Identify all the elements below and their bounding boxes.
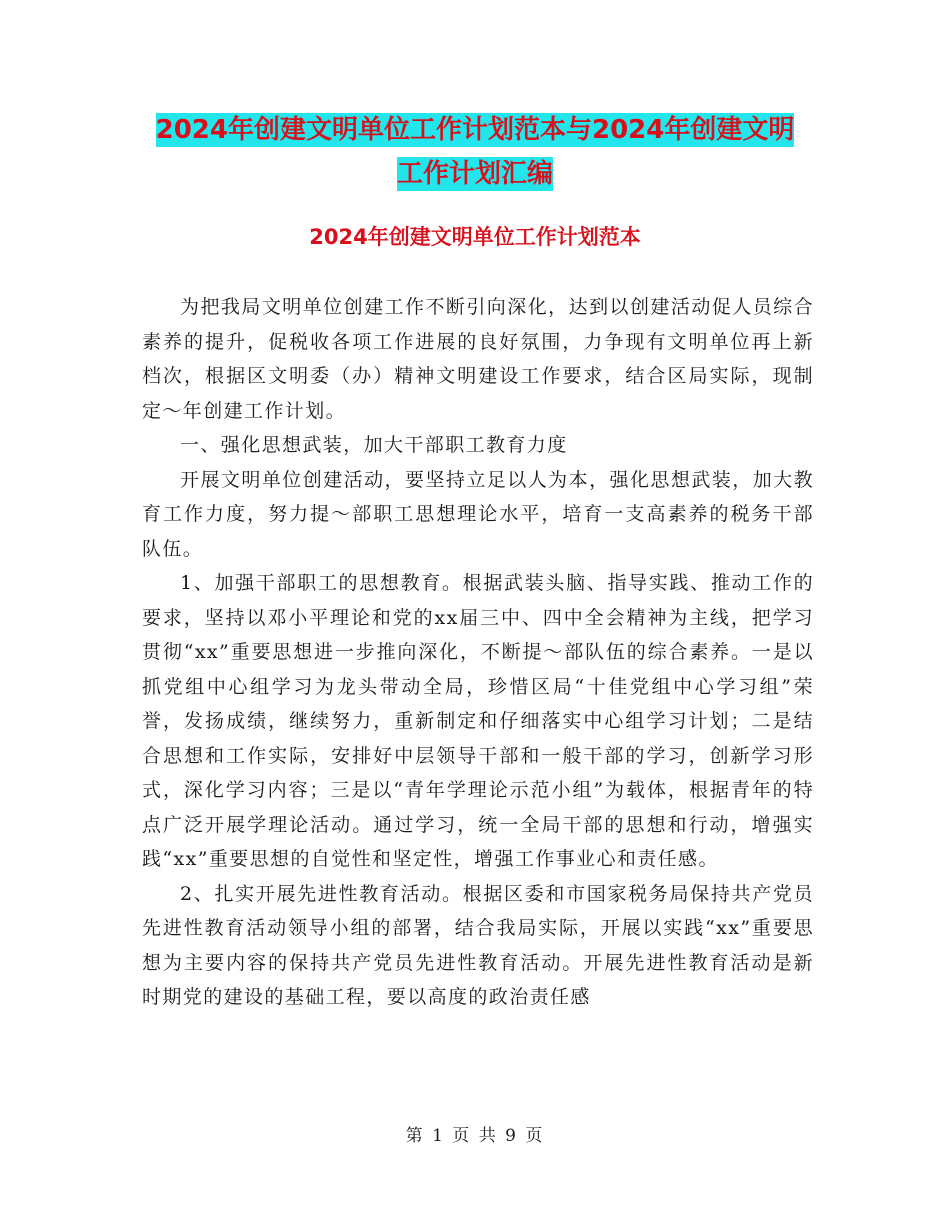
document-title-line-1 — [0, 112, 950, 148]
paragraph: 为把我局文明单位创建工作不断引向深化，达到以创建活动促人员综合素养的提升，促税收各项工作进展的良好氛围，力争现有文明单位再上新档次，根据区文明委（办）精神文明建设工作要求，结合区局实际，现制定～年创建工作计划。 — [142, 296, 814, 422]
document-body — [142, 290, 814, 1015]
section-title: 2024年创建文明单位工作计划范本 — [309, 225, 641, 249]
paragraph: 开展文明单位创建活动，要坚持立足以人为本，强化思想武装，加大教育工作力度，努力提～部职工思想理论水平，培育一支高素养的税务干部队伍。 — [142, 468, 814, 560]
section-heading: 一、强化思想武装，加大干部职工教育力度 — [180, 434, 568, 456]
paragraph: 1、加强干部职工的思想教育。根据武装头脑、指导实践、推动工作的要求，坚持以邓小平理论和党的xx届三中、四中全会精神为主线，把学习贯彻“xx”重要思想进一步推向深化，不断提～部队伍的综合素养。一是以抓党组中心组学习为龙头带动全局，珍惜区局“十佳党组中心学习组”荣誉，发扬成绩，继续努力，重新制定和仔细落实中心组学习计划；二是结合思想和工作实际，安排好中层领导干部和一般干部的学习，创新学习形式，深化学习内容；三是以“青年学理论示范小组”为载体，根据青年的特点广泛开展学理论活动。通过学习，统一全局干部的思想和行动，增强实践“xx”重要思想的自觉性和坚定性，增强工作事业心和责任感。 — [142, 572, 814, 870]
paragraph: 2、扎实开展先进性教育活动。根据区委和市国家税务局保持共产党员先进性教育活动领导小组的部署，结合我局实际，开展以实践“xx”重要思想为主要内容的保持共产党员先进性教育活动。开展先进性教育活动是新时期党的建设的基础工程，要以高度的政治责任感 — [142, 882, 814, 1008]
page-footer: 第 1 页 共 9 页 — [405, 1126, 545, 1146]
document-title-line-2 — [0, 156, 950, 192]
document-title-text-2: 工作计划汇编 — [396, 159, 553, 189]
document-title-text-1: 2024年创建文明单位工作计划范本与2024年创建文明 — [155, 115, 795, 145]
